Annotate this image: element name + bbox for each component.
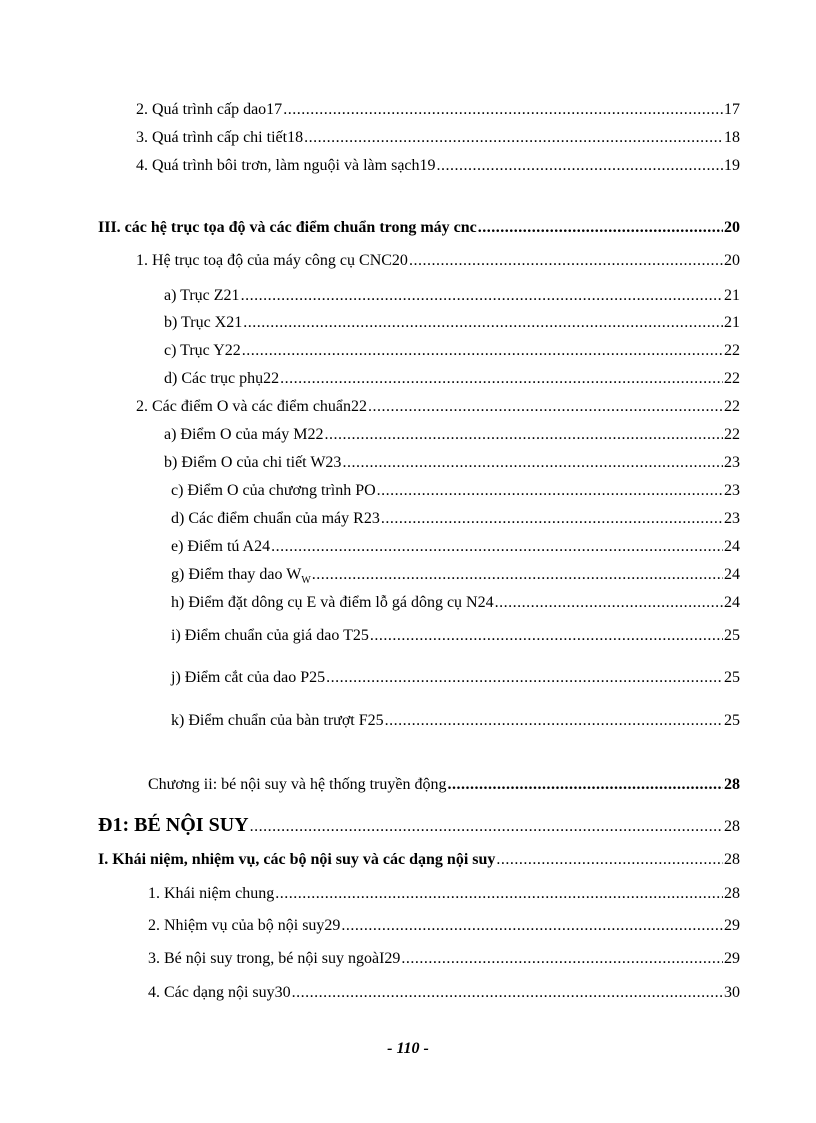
dot-leader [370, 626, 723, 646]
toc-entry [148, 884, 740, 904]
subscript: W [301, 575, 311, 587]
toc-entry [164, 286, 740, 306]
toc-entry-title: 3. Bé nội suy trong, bé nội suy ngoàI29 [148, 950, 401, 967]
toc-entry-title: 2. Quá trình cấp dao17 [136, 101, 283, 118]
toc-entry-title: I. Khái niệm, nhiệm vụ, các bộ nội suy và các dạng nội suy [98, 851, 496, 868]
toc-entry-page: 23 [724, 482, 740, 499]
toc-entry [136, 156, 740, 176]
toc-entry-page: 20 [724, 252, 740, 269]
toc-entry [171, 481, 740, 501]
toc-chapter-heading [148, 775, 740, 795]
toc-entry-page: 24 [724, 566, 740, 583]
toc-entry-title: III. các hệ trục tọa độ và các điểm chuẩn trong máy cnc [98, 219, 477, 236]
toc-entry [136, 128, 740, 148]
dot-leader [250, 817, 723, 837]
dot-leader [275, 884, 723, 904]
dot-leader [283, 100, 723, 120]
toc-entry-title: d) Các trục phụ22 [164, 370, 280, 387]
toc-entry-title: h) Điểm đặt dông cụ E và điểm lỗ gá dông cụ N24 [171, 594, 494, 611]
toc-entry-page: 28 [724, 776, 740, 793]
toc-entry-page: 22 [724, 398, 740, 415]
toc-entry [136, 100, 740, 120]
dot-leader [478, 218, 723, 238]
toc-entry-page: 18 [724, 129, 740, 146]
toc-entry [164, 341, 740, 361]
toc-entry-title: 3. Quá trình cấp chi tiết18 [136, 129, 304, 146]
toc-section-heading [98, 813, 740, 837]
dot-leader [325, 425, 723, 445]
dot-leader [241, 286, 723, 306]
toc-entry-page: 23 [724, 510, 740, 527]
toc-entry-title: i) Điểm chuẩn của giá dao T25 [171, 627, 369, 644]
toc-entry-page: 29 [724, 917, 740, 934]
toc-entry-title: 4. Các dạng nội suy30 [148, 984, 291, 1001]
dot-leader [368, 397, 723, 417]
dot-leader [271, 537, 723, 557]
toc-section-heading [98, 850, 740, 870]
toc-entry-title: c) Điểm O của chương trình PO [171, 482, 376, 499]
toc-entry [164, 313, 740, 333]
toc-entry-page: 21 [724, 287, 740, 304]
toc-entry-page: 22 [724, 426, 740, 443]
toc-entry-title: a) Trục Z21 [164, 287, 240, 304]
toc-entry-page: 28 [724, 885, 740, 902]
toc-entry-page: 24 [724, 594, 740, 611]
dot-leader [381, 509, 723, 529]
toc-entry-title: 2. Nhiệm vụ của bộ nội suy29 [148, 917, 341, 934]
toc-entry-title: j) Điểm cắt của dao P25 [171, 669, 326, 686]
toc-entry-title: e) Điểm tú A24 [171, 538, 271, 555]
toc-entry [171, 593, 740, 613]
toc-entry [148, 916, 740, 936]
toc-entry-page: 23 [724, 454, 740, 471]
dot-leader [342, 453, 723, 473]
toc-entry [171, 537, 740, 557]
toc-entry-title: Chương ii: bé nội suy và hệ thống truyền động [148, 776, 447, 793]
toc-entry [148, 983, 740, 1003]
toc-entry-page: 25 [724, 712, 740, 729]
toc-entry-page: 24 [724, 538, 740, 555]
toc-entry-page: 28 [724, 851, 740, 868]
toc-entry-title: Đ1: BÉ NỘI SUY [98, 814, 249, 836]
toc-entry-title: 4. Quá trình bôi trơn, làm nguội và làm sạch19 [136, 157, 436, 174]
toc-section-heading [98, 218, 740, 238]
dot-leader [304, 128, 723, 148]
toc-entry-page: 25 [724, 669, 740, 686]
dot-leader [292, 983, 723, 1003]
dot-leader [280, 369, 723, 389]
toc-entry-title: c) Trục Y22 [164, 342, 241, 359]
dot-leader [326, 668, 723, 688]
toc-entry [171, 711, 740, 731]
dot-leader [496, 850, 723, 870]
toc-entry [164, 453, 740, 473]
dot-leader [377, 481, 723, 501]
toc-entry-title: d) Các điểm chuẩn của máy R23 [171, 510, 380, 527]
toc-entry-page: 30 [724, 984, 740, 1001]
toc-entry [164, 425, 740, 445]
toc-entry-page: 28 [724, 818, 740, 835]
toc-entry [171, 509, 740, 529]
toc-entry-title: 1. Hệ trục toạ độ của máy công cụ CNC20 [136, 252, 408, 269]
toc-entry [136, 397, 740, 417]
toc-entry-title: k) Điểm chuẩn của bàn trượt F25 [171, 712, 384, 729]
page-number-footer: - 110 - [387, 1040, 429, 1057]
toc-entry-page: 29 [724, 950, 740, 967]
dot-leader [401, 949, 723, 969]
dot-leader [312, 565, 723, 585]
toc-entry-title: 1. Khái niệm chung [148, 885, 275, 902]
toc-entry-title: g) Điểm thay dao $W_W$ [171, 566, 311, 587]
dot-leader [447, 775, 723, 795]
dot-leader [409, 251, 723, 271]
toc-entry-title: b) Trục X21 [164, 314, 243, 331]
toc-entry [148, 949, 740, 969]
toc-entry-page: 19 [724, 157, 740, 174]
toc-entry-page: 20 [724, 219, 740, 236]
toc-entry-title: 2. Các điểm O và các điểm chuẩn22 [136, 398, 368, 415]
toc-entry [171, 565, 740, 585]
toc-entry-page: 25 [724, 627, 740, 644]
dot-leader [437, 156, 723, 176]
toc-entry-page: 22 [724, 342, 740, 359]
toc-entry-page: 21 [724, 314, 740, 331]
dot-leader [385, 711, 723, 731]
dot-leader [242, 341, 723, 361]
toc-entry-title: a) Điểm O của máy M22 [164, 426, 324, 443]
toc-entry [171, 626, 740, 646]
dot-leader [243, 313, 723, 333]
toc-entry-title: b) Điểm O của chi tiết W23 [164, 454, 342, 471]
toc-entry-page: 17 [724, 101, 740, 118]
toc-entry [164, 369, 740, 389]
toc-entry [136, 251, 740, 271]
toc-entry-page: 22 [724, 370, 740, 387]
toc-entry [171, 668, 740, 688]
dot-leader [495, 593, 723, 613]
dot-leader [341, 916, 723, 936]
